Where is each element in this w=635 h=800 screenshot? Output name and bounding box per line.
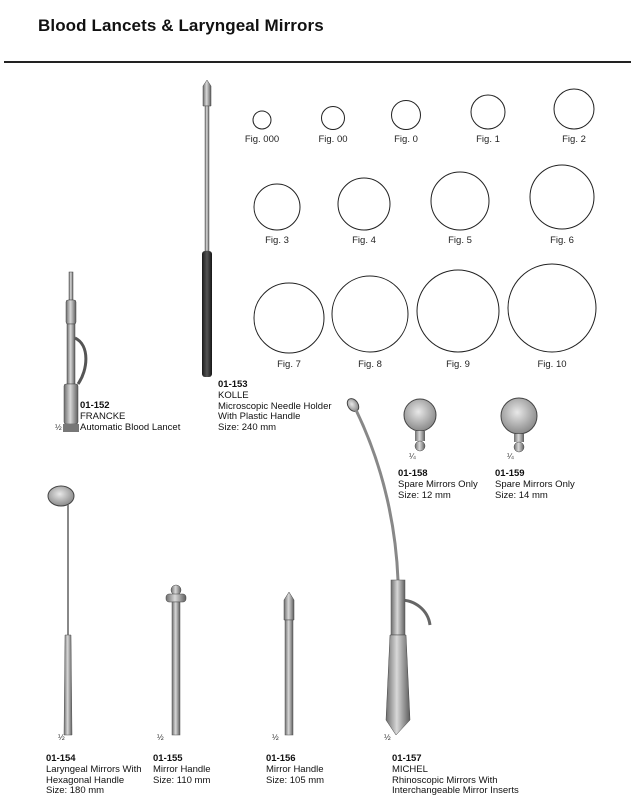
product-code: 01-152 bbox=[80, 400, 110, 411]
product-line: Rhinoscopic Mirrors With bbox=[392, 774, 498, 786]
circle-fig-9 bbox=[417, 270, 499, 352]
product-line: Spare Mirrors Only bbox=[495, 478, 575, 490]
mirror-handle-110-illustration bbox=[166, 585, 186, 735]
product-01-152 bbox=[80, 401, 180, 433]
fig-label: Fig. 6 bbox=[550, 235, 574, 246]
product-01-158 bbox=[398, 469, 478, 501]
product-01-157 bbox=[392, 754, 519, 797]
scale-mark: ¼ bbox=[507, 452, 514, 461]
scale-mark: ½ bbox=[384, 733, 391, 742]
product-line: Automatic Blood Lancet bbox=[80, 421, 181, 433]
product-line: Mirror Handle bbox=[153, 763, 211, 775]
product-01-153 bbox=[218, 380, 332, 434]
product-code: 01-159 bbox=[495, 468, 525, 479]
product-01-154 bbox=[46, 754, 142, 797]
scale-mark: ¼ bbox=[409, 452, 416, 461]
fig-label: Fig. 3 bbox=[265, 235, 289, 246]
laryngeal-mirror-illustration bbox=[48, 486, 74, 735]
circle-fig-3 bbox=[254, 184, 300, 230]
product-line: KOLLE bbox=[218, 389, 249, 401]
circle-fig-000 bbox=[253, 111, 271, 129]
mirror-size-circles bbox=[253, 89, 596, 353]
product-code: 01-156 bbox=[266, 753, 296, 764]
fig-label: Fig. 000 bbox=[244, 134, 280, 145]
product-line: Spare Mirrors Only bbox=[398, 478, 478, 490]
product-line: With Plastic Handle bbox=[218, 411, 301, 423]
scale-mark: ½ bbox=[58, 733, 65, 742]
scale-mark: ½ bbox=[272, 733, 279, 742]
circle-fig-1 bbox=[471, 95, 505, 129]
product-line: Size: 110 mm bbox=[153, 774, 211, 786]
spare-mirror-14mm-illustration bbox=[501, 398, 537, 452]
product-line: FRANCKE bbox=[80, 410, 126, 422]
scale-mark: ½ bbox=[55, 423, 62, 432]
product-line: Laryngeal Mirrors With bbox=[46, 763, 142, 775]
fig-label: Fig. 7 bbox=[277, 359, 301, 370]
fig-label: Fig. 1 bbox=[476, 134, 500, 145]
product-line: Size: 180 mm bbox=[46, 785, 105, 797]
fig-label: Fig. 00 bbox=[318, 134, 348, 145]
product-line: Mirror Handle bbox=[266, 763, 324, 775]
circle-fig-0 bbox=[392, 101, 421, 130]
product-code: 01-155 bbox=[153, 753, 183, 764]
circle-fig-7 bbox=[254, 283, 324, 353]
product-line: Size: 105 mm bbox=[266, 774, 325, 786]
circle-fig-8 bbox=[332, 276, 408, 352]
product-01-156 bbox=[266, 754, 324, 786]
product-line: Interchangeable Mirror Inserts bbox=[392, 785, 519, 797]
product-line: Size: 14 mm bbox=[495, 489, 548, 501]
fig-label: Fig. 9 bbox=[446, 359, 470, 370]
product-line: Hexagonal Handle bbox=[46, 774, 125, 786]
kolle-needle-holder-illustration bbox=[202, 80, 212, 377]
circle-fig-6 bbox=[530, 165, 594, 229]
product-code: 01-158 bbox=[398, 468, 428, 479]
circle-fig-00 bbox=[322, 107, 345, 130]
fig-label: Fig. 5 bbox=[448, 235, 472, 246]
product-01-159 bbox=[495, 469, 575, 501]
product-code: 01-154 bbox=[46, 753, 76, 764]
page-title: Blood Lancets & Laryngeal Mirrors bbox=[38, 16, 324, 35]
scale-mark: ½ bbox=[157, 733, 164, 742]
fig-label: Fig. 4 bbox=[352, 235, 376, 246]
fig-label: Fig. 10 bbox=[537, 359, 567, 370]
fig-label: Fig. 0 bbox=[394, 134, 418, 145]
mirror-handle-105-illustration bbox=[284, 592, 294, 735]
product-line: Size: 12 mm bbox=[398, 489, 451, 501]
circle-fig-10 bbox=[508, 264, 596, 352]
product-line: Microscopic Needle Holder bbox=[218, 400, 332, 412]
circle-fig-2 bbox=[554, 89, 594, 129]
product-line: Size: 240 mm bbox=[218, 422, 277, 434]
product-01-155 bbox=[153, 754, 211, 786]
fig-label: Fig. 8 bbox=[358, 359, 382, 370]
product-code: 01-157 bbox=[392, 753, 422, 764]
fig-label: Fig. 2 bbox=[562, 134, 586, 145]
circle-fig-5 bbox=[431, 172, 489, 230]
spare-mirror-12mm-illustration bbox=[404, 399, 436, 451]
circle-fig-4 bbox=[338, 178, 390, 230]
product-line: MICHEL bbox=[392, 763, 428, 775]
product-code: 01-153 bbox=[218, 379, 248, 390]
